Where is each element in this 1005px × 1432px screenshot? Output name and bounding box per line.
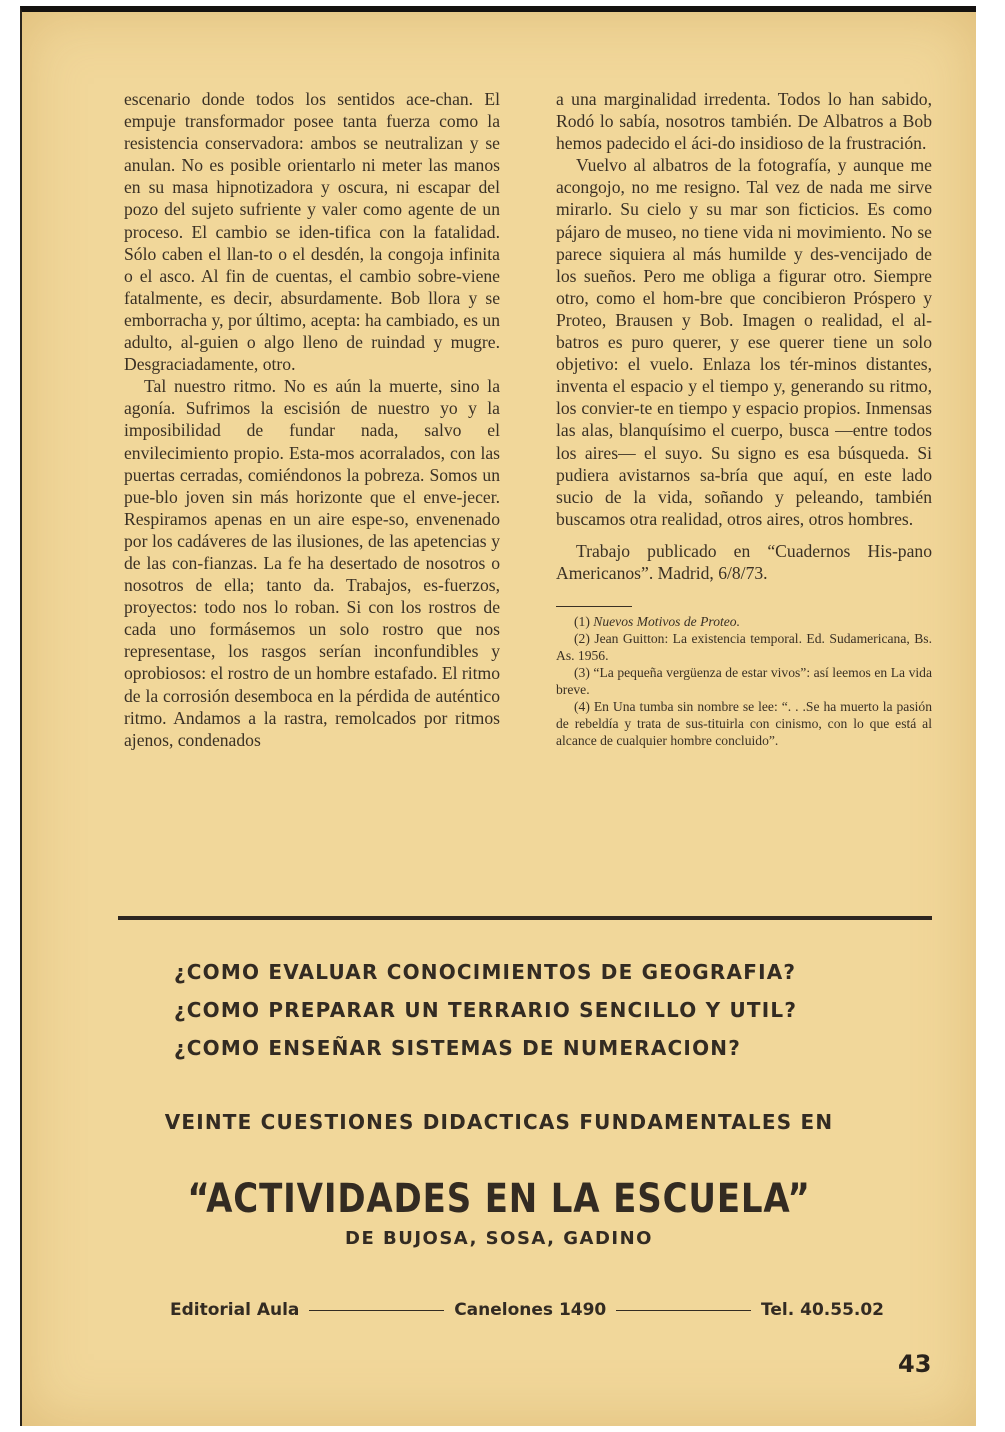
ad-subtitle: VEINTE CUESTIONES DIDACTICAS FUNDAMENTALES EN <box>164 1110 834 1134</box>
paragraph: Vuelvo al albatros de la fotografía, y aunque me acongojo, no me resigno. Tal vez de nada me sirve mirarlo. Su cielo y su mar son ficticios. Es como pájaro de museo, no tiene vida ni movimiento. No se parece siquiera al más humilde y des-vencijado de los sueños. Pero me obliga a figurar otro. Siempre otro, como el hom-bre que concibieron Próspero y Proteo, Brausen y Bob. Imagen o realidad, el al-batros es puro querer, y ese querer tiene un solo objetivo: el vuelo. Enlaza los tér-minos distantes, inventa el espacio y el tiempo y, generando su ritmo, los convier-te en tiempo y espacio propios. Inmensas las alas, blanquísimo el cuerpo, busca —entre todos los aires— el suyo. Su signo es esa búsqueda. Si pudiera avistarnos sa-bría que aquí, en este lado sucio de la vida, soñando y peleando, también buscamos otra realidad, otros aires, otros hombres. <box>556 155 932 529</box>
ad-contact-line <box>170 1298 884 1322</box>
dash-line <box>616 1310 751 1311</box>
page-number: 43 <box>898 1350 932 1378</box>
footnote-text: “La pequeña vergüenza de estar vivos”: así leemos en La vida breve. <box>556 665 932 698</box>
magazine-page <box>20 6 976 1426</box>
footnote <box>556 664 932 698</box>
footnote-number: (1) <box>574 614 590 630</box>
ad-question: ¿COMO EVALUAR CONOCIMIENTOS DE GEOGRAFIA? <box>174 960 797 984</box>
footnote-text: Nuevos Motivos de Proteo. <box>593 614 740 630</box>
paragraph: escenario donde todos los sentidos ace-chan. El empuje transformador posee tanta fuerza como la resistencia conservadora: ambos se neutralizan y se anulan. No es posible orientarlo ni meter las manos en su masa hipnotizadora y oscura, ni escapar del pozo del sujeto sufriente y valer como agente de un proceso. El cambio se iden-tifica con la fatalidad. Sólo caben el llan-to o el desdén, la congoja infinita o el asco. Al fin de cuentas, el cambio sobre-viene fatalmente, es decir, absurdamente. Bob llora y se emborracha y, por último, acepta: ha cambiado, es un adulto, al-guien o algo lleno de ruindad y mugre. Desgraciadamente, otro. <box>124 89 500 375</box>
footnote <box>556 698 932 749</box>
left-text-column <box>124 88 500 751</box>
publisher-phone: Tel. 40.55.02 <box>761 1300 885 1320</box>
section-separator <box>118 916 932 920</box>
ad-title: “ACTIVIDADES EN LA ESCUELA” <box>187 1176 811 1222</box>
footnote-number: (4) <box>574 699 590 715</box>
ad-authors: DE BUJOSA, SOSA, GADINO <box>345 1228 653 1249</box>
footnote-text: En Una tumba sin nombre se lee: “. . .Se ha muerto la pasión de rebeldía y trata de sus-tituirla con cinismo, con lo que está al alcance de cualquier hombre concluido”. <box>556 699 932 749</box>
footnote <box>556 613 932 630</box>
dash-line <box>309 1310 444 1311</box>
ad-question: ¿COMO PREPARAR UN TERRARIO SENCILLO Y UTIL? <box>174 998 798 1022</box>
footnote-text: Jean Guitton: La existencia temporal. Ed. Sudamericana, Bs. As. 1956. <box>556 631 932 664</box>
publication-credit: Trabajo publicado en “Cuadernos His-pano Americanos”. Madrid, 6/8/73. <box>556 540 932 583</box>
paragraph: Tal nuestro ritmo. No es aún la muerte, sino la agonía. Sufrimos la escisión de nuestro yo y la imposibilidad de fundar nada, salvo el envilecimiento propio. Esta-mos acorralados, con las puertas cerradas, comiéndonos la pobreza. Somos un pue-blo joven sin más horizonte que el enve-jecer. Respiramos apenas en un aire espe-so, envenenado por los cadáveres de las ilusiones, de las apetencias y de las con-fianzas. La fe ha desertado de nosotros o nosotros de ella; tanto da. Trabajos, es-fuerzos, proyectos: todo nos lo roban. Si con los rostros de cada uno formásemos un solo rostro que nos representase, los rasgos serían inconfundibles y oprobiosos: el rostro de un hombre estafado. El ritmo de la corrosión desemboca en la pérdida de auténtico ritmo. Andamos a la rastra, remolcados por ritmos ajenos, condenados <box>124 376 500 750</box>
footnotes <box>556 613 932 749</box>
footnote-divider <box>556 606 632 607</box>
ad-question: ¿COMO ENSEÑAR SISTEMAS DE NUMERACION? <box>174 1036 742 1060</box>
footnote-number: (2) <box>574 631 590 647</box>
footnote-number: (3) <box>574 665 590 681</box>
footnote <box>556 630 932 664</box>
publisher-name: Editorial Aula <box>170 1300 300 1320</box>
right-text-column <box>556 88 932 749</box>
paragraph: a una marginalidad irredenta. Todos lo han sabido, Rodó lo sabía, nosotros también. De Albatros a Bob hemos padecido el áci-do insidioso de la frustración. <box>556 89 932 154</box>
publisher-address: Canelones 1490 <box>454 1300 607 1320</box>
